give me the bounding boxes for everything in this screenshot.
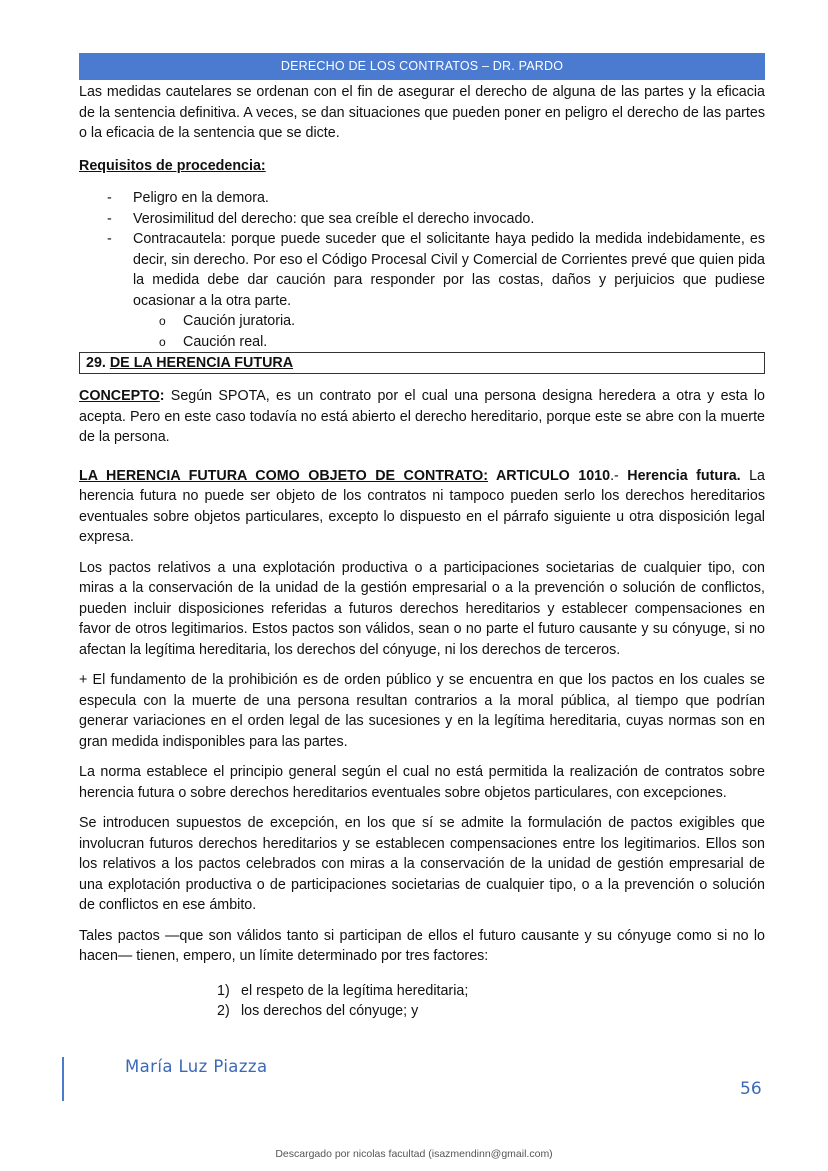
caucion-sublist [79,311,765,352]
article-title: Herencia futura. [627,467,741,484]
download-notice: Descargado por nicolas facultad (isazmendinn@gmail.com) [275,1148,553,1160]
list-item: - Peligro en la demora. [79,188,765,209]
paragraph: Tales pactos —que son válidos tanto si participan de ellos el futuro causante y su cónyuge como si no lo hacen— tienen, empero, un límite determinado por tres factores: [79,927,765,964]
paragraph: La norma establece el principio general según el cual no está permitida la realización de contratos sobre herencia futura o sobre derechos hereditarios eventuales sobre objetos particulares, con excepciones. [79,764,765,801]
factors-list [79,981,765,1022]
requisitos-heading: Requisitos de procedencia: [79,157,266,174]
intro-paragraph: Las medidas cautelares se ordenan con el fin de asegurar el derecho de alguna de las partes y la eficacia de la sentencia definitiva. A veces, se dan situaciones que pueden poner en peligro el derecho de las partes o la eficacia de la sentencia que se dicte. [79,84,765,141]
list-item: 1) el respeto de la legítima hereditaria; [217,982,469,999]
header-title: DERECHO DE LOS CONTRATOS – DR. PARDO [280,59,564,73]
section-number: 29. [86,355,106,371]
author-name: María Luz Piazza [125,1057,268,1076]
footer-accent-bar [62,1057,64,1101]
list-item: - Contracautela: porque puede suceder que el solicitante haya pedido la medida indebidamente, es decir, sin derecho. Por eso el Código Procesal Civil y Comercial de Corrientes prevé que quien pida la medida debe dar caución para responder por las costas, daños y perjuicios que pudiese ocasionar a la otra parte. [79,229,765,311]
concepto-label: CONCEPTO [79,388,160,404]
objeto-text: La herencia futura no puede ser objeto de los contratos ni tampoco pueden serlo los derechos hereditarios eventuales sobre objetos particulares, excepto lo dispuesto en el párrafo siguiente u otra disposición legal expresa. [79,467,765,545]
objeto-label: LA HERENCIA FUTURA COMO OBJETO DE CONTRATO: [79,467,489,484]
paragraph: Se introducen supuestos de excepción, en los que sí se admite la formulación de pactos exigibles que involucran futuros derechos hereditarios y se establecen compensaciones entre los legitimarios. Ellos son los relativos a los pactos celebrados con miras a la conservación de la unidad de gestión empresarial de una explotación productiva o de participaciones societarias de cualquier tipo, o a la prevención o solución de conflictos en ese ámbito. [79,815,765,913]
section-heading [79,352,765,374]
page-number: 56 [740,1079,762,1099]
requisitos-list [79,188,765,311]
article-number: ARTICULO 1010 [488,467,611,484]
document-body [79,82,765,1022]
objeto-paragraph: LA HERENCIA FUTURA COMO OBJETO DE CONTRATO: ARTICULO 1010.- Herencia futura. La herencia futura no puede ser objeto de los contratos ni tampoco pueden serlo los derechos hereditarios eventuales sobre objetos particulares, excepto lo dispuesto en el párrafo siguiente u otra disposición legal expresa. [79,467,765,545]
paragraph: Los pactos relativos a una explotación productiva o a participaciones societarias de cualquier tipo, con miras a la conservación de la unidad de la gestión empresarial o a la prevención o solución de conflictos, pueden incluir disposiciones referidas a futuros derechos hereditarios y establecer compensaciones en favor de otros legitimarios. Estos pactos son válidos, sean o no parte el futuro causante y su cónyuge, si no afectan la legítima hereditaria, los derechos del cónyuge, ni los derechos de terceros. [79,559,765,658]
concepto-text: Según SPOTA, es un contrato por el cual una persona designa heredera a otra y esta lo acepta. Pero en este caso todavía no está abierto el derecho hereditario, porque este se abre con la muerte de la persona. [79,388,765,445]
list-item: 2) los derechos del cónyuge; y [217,1003,419,1019]
sublist-item: o Caución juratoria. [79,311,765,332]
page-header [79,53,765,80]
list-item: - Verosimilitud del derecho: que sea creíble el derecho invocado. [79,209,765,230]
concepto-paragraph: CONCEPTO: Según SPOTA, es un contrato por el cual una persona designa heredera a otra y esta lo acepta. Pero en este caso todavía no está abierto el derecho hereditario, porque este se abre con la muerte de la persona. [79,388,765,445]
paragraph: + El fundamento de la prohibición es de orden público y se encuentra en que los pactos en los cuales se especula con la muerte de una persona resultan contrarios a la moral pública, al tiempo que podrían generar variaciones en el orden legal de las sucesiones y en la legítima hereditaria, cuyas normas son en gran medida indisponibles para las partes. [79,672,765,750]
section-title: DE LA HERENCIA FUTURA [109,355,294,371]
sublist-item: o Caución real. [79,332,765,353]
